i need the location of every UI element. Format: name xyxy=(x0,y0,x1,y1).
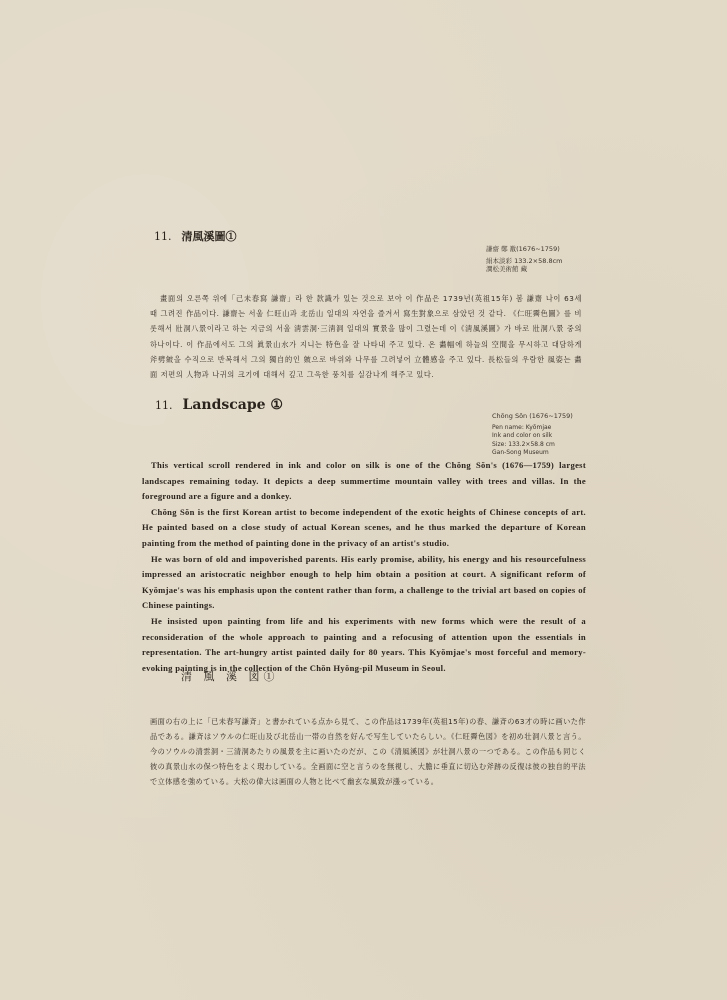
japanese-description: 画面の右の上に「已未春写謙斉」と書かれている点から見て、この作品は1739年(英祖15年)の春、謙斉の63才の時に画いた作品である。謙斉はソウルの仁旺山及び北岳山一帯の自然を好んで写生していたらしい。《仁旺霽色図》を初め壮洞八景と言う。今のソウルの清雲洞・三清洞あたりの風景を主に画いたのだが、この《清風溪図》が壮洞八景の一つである。この作品も同じく彼の真景山水の保つ特色をよく現わしている。全画面に空と言うのを無視し、大膽に垂直に切込む斧跡の反復は彼の独自的平法で立体感を強めている。大松の偉大は画面の人物と比べて幽玄な風致が漲っている。 xyxy=(150,717,586,786)
english-artist: Chŏng Sŏn (1676~1759) xyxy=(492,412,573,420)
korean-description: 畫面의 오른쪽 위에「己未春寫 謙齋」라 한 款識가 있는 것으로 보아 이 作品은 1739년(英祖15年) 봄 謙齋 나이 63세 때 그려진 作品이다. 謙齋는 서울 仁旺山과 北岳山 일대의 자연을 즐겨서 寫生對象으로 삼았던 것 같다. 《仁旺霽色圖》를 비롯해서 壯洞八景이라고 하는 지금의 서울 淸雲洞·三淸洞 일대의 實景을 많이 그렸는데 이《淸風溪圖》가 바로 壯洞八景 중의 하나이다. 이 作品에서도 그의 眞景山水가 지니는 特色을 잘 나타내 주고 있다. 온 畵幅에 하늘의 空間을 무시하고 대담하게 斧劈皴을 수직으로 반복해서 그의 獨自的인 皴으로 바위와 나무를 그려넣어 立體感을 주고 있다. 長松들의 우람한 風姿는 畵面 저편의 人物과 나귀의 크기에 대해서 깊고 그윽한 풍치를 실감나게 해주고 있다. xyxy=(150,294,582,380)
english-paragraph: He insisted upon painting from life and his experiments with new forms which were the result of a reconsideration of the whole approach to painting and a refocusing of attention upon the essentials in representation. The art-hungry artist painted daily for 80 years. This Kyŏmjae's most forceful and memory-evoking painting is in the collection of the Chŏn Hyŏng-pil Museum in Seoul. xyxy=(142,615,586,673)
japanese-section-title: 清 風 溪 図① xyxy=(181,670,279,683)
english-section-heading xyxy=(155,397,283,413)
english-collection: Gan-Song Museum xyxy=(492,449,549,456)
korean-collection: 澗松美術館 藏 xyxy=(486,265,528,273)
korean-section-heading xyxy=(154,228,237,244)
english-medium: Ink and color on silk xyxy=(492,432,553,439)
english-pen-name: Pen name: Kyŏmjae xyxy=(492,423,552,431)
english-paragraph: He was born of old and impoverished parents. His early promise, ability, his energy and his resourcefulness impressed an aristocratic neighbor enough to help him obtain a position at court. A significant reform of Kyŏmjae's was his emphasis upon the content rather than form, a challenge to the trivial art based on copies of Chinese paintings. xyxy=(142,553,586,611)
english-paragraph: Chŏng Sŏn is the first Korean artist to become independent of the exotic heights of Chinese concepts of art. He painted based on a close study of actual Korean scenes, and he thus marked the departure of Korean painting from the method of painting done in the privacy of an artist's studio. xyxy=(142,506,586,548)
korean-section-number: 11. xyxy=(154,230,172,243)
english-artwork-meta xyxy=(492,412,592,458)
english-section-title: Landscape ① xyxy=(182,397,283,413)
english-description xyxy=(142,458,586,676)
korean-artist: 謙齋 鄭 敾(1676~1759) xyxy=(486,245,560,253)
korean-medium-size: 絹本淡彩 133.2×58.8cm xyxy=(486,257,563,265)
korean-section-title: 清風溪圖① xyxy=(181,230,237,243)
english-section-number: 11. xyxy=(155,399,173,412)
english-size: Size: 133.2×58.8 cm xyxy=(492,440,555,448)
korean-artwork-meta xyxy=(486,244,596,273)
english-paragraph: This vertical scroll rendered in ink and color on silk is one of the Chŏng Sŏn's (1676—1759) largest landscapes remaining today. It depicts a deep summertime mountain valley with trees and villas. In the foreground are a figure and a donkey. xyxy=(142,460,586,502)
